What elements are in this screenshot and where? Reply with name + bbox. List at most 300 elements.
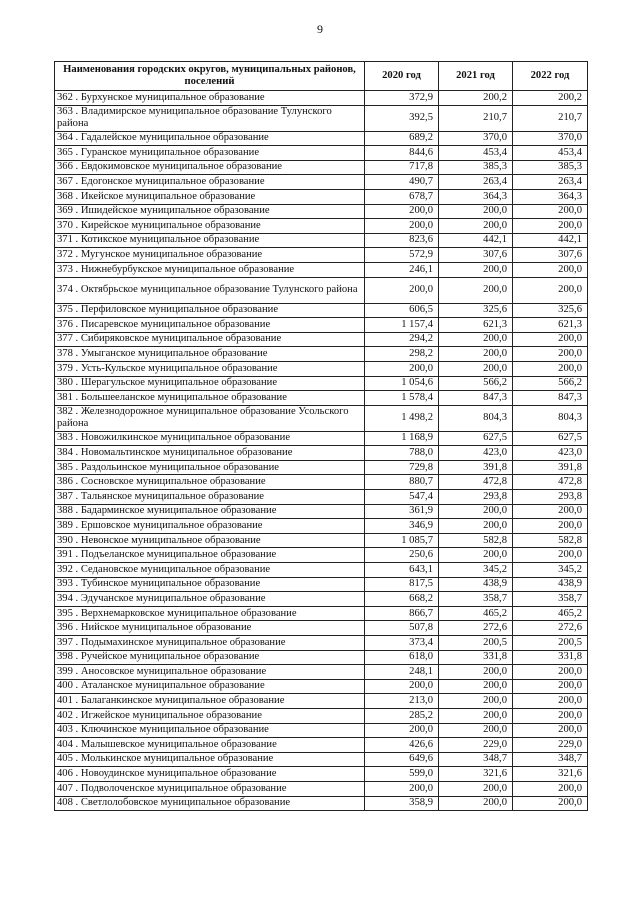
table-row xyxy=(55,262,588,277)
row-number-separator: . xyxy=(72,263,81,275)
value-2020: 844,6 xyxy=(365,146,439,161)
value-2020: 246,1 xyxy=(365,262,439,277)
value-2022: 200,0 xyxy=(513,504,588,519)
value-2022: 358,7 xyxy=(513,592,588,607)
value-2021: 272,6 xyxy=(439,621,513,636)
table-row xyxy=(55,460,588,475)
value-2022: 272,6 xyxy=(513,621,588,636)
value-2021: 621,3 xyxy=(439,318,513,333)
row-name-cell xyxy=(55,621,365,636)
value-2020: 1 168,9 xyxy=(365,431,439,446)
value-2020: 200,0 xyxy=(365,781,439,796)
row-number-separator: . xyxy=(72,505,81,517)
table-row xyxy=(55,592,588,607)
row-name: Мугунское муниципальное образование xyxy=(80,249,263,261)
row-number: 401 xyxy=(57,695,73,707)
row-name-cell xyxy=(55,446,365,461)
value-2020: 294,2 xyxy=(365,332,439,347)
row-number-separator: . xyxy=(72,391,81,403)
table-row xyxy=(55,752,588,767)
row-number-separator: . xyxy=(72,461,81,473)
row-number-separator: . xyxy=(72,680,81,692)
value-2022: 621,3 xyxy=(513,318,588,333)
value-2021: 847,3 xyxy=(439,391,513,406)
row-name-cell xyxy=(55,738,365,753)
value-2022: 200,0 xyxy=(513,665,588,680)
table-body xyxy=(55,91,588,811)
row-name: Невонское муниципальное образование xyxy=(80,534,261,546)
table-row xyxy=(55,248,588,263)
value-2022: 200,0 xyxy=(513,277,588,303)
value-2022: 385,3 xyxy=(513,160,588,175)
row-number: 372 xyxy=(57,249,73,261)
value-2020: 1 498,2 xyxy=(365,405,439,431)
row-name: Эдучанское муниципальное образование xyxy=(80,592,266,604)
value-2021: 200,0 xyxy=(439,781,513,796)
value-2020: 717,8 xyxy=(365,160,439,175)
value-2022: 200,0 xyxy=(513,679,588,694)
row-number: 405 xyxy=(57,753,73,765)
value-2022: 200,0 xyxy=(513,796,588,811)
row-name-cell xyxy=(55,146,365,161)
value-2021: 200,0 xyxy=(439,708,513,723)
row-number-separator: . xyxy=(72,146,81,158)
value-2020: 200,0 xyxy=(365,361,439,376)
table-row xyxy=(55,318,588,333)
value-2020: 200,0 xyxy=(365,204,439,219)
row-number-separator: . xyxy=(72,377,81,389)
value-2020: 200,0 xyxy=(365,219,439,234)
row-number-separator: . xyxy=(72,636,81,648)
row-number: 390 xyxy=(57,534,73,546)
row-number: 389 xyxy=(57,519,73,531)
row-number: 402 xyxy=(57,709,73,721)
row-number: 391 xyxy=(57,549,73,561)
value-2021: 364,3 xyxy=(439,189,513,204)
table-row xyxy=(55,694,588,709)
table-row xyxy=(55,767,588,782)
value-2022: 321,6 xyxy=(513,767,588,782)
table-row xyxy=(55,606,588,621)
row-number-separator: . xyxy=(72,622,81,634)
value-2022: 200,0 xyxy=(513,204,588,219)
table-row xyxy=(55,233,588,248)
row-name: Владимирское муниципальное образование Тулунского района xyxy=(57,105,332,130)
row-name-cell xyxy=(55,460,365,475)
value-2020: 507,8 xyxy=(365,621,439,636)
table-row xyxy=(55,146,588,161)
row-number-separator: . xyxy=(72,592,81,604)
row-name-cell xyxy=(55,189,365,204)
value-2020: 1 054,6 xyxy=(365,376,439,391)
table-row xyxy=(55,679,588,694)
value-2022: 423,0 xyxy=(513,446,588,461)
row-name-cell xyxy=(55,767,365,782)
value-2020: 572,9 xyxy=(365,248,439,263)
value-2020: 358,9 xyxy=(365,796,439,811)
value-2020: 372,9 xyxy=(365,91,439,106)
row-number-separator: . xyxy=(72,709,81,721)
table-row xyxy=(55,796,588,811)
row-name: Аталанское муниципальное образование xyxy=(80,680,265,692)
value-2022: 200,0 xyxy=(513,723,588,738)
table-row xyxy=(55,723,588,738)
row-number-separator: . xyxy=(72,234,81,246)
table-row xyxy=(55,391,588,406)
table-row xyxy=(55,650,588,665)
row-name: Подымахинское муниципальное образование xyxy=(80,636,286,648)
row-number-separator: . xyxy=(72,753,81,765)
row-name-cell xyxy=(55,160,365,175)
row-name: Светлолобовское муниципальное образование xyxy=(80,797,291,809)
row-name: Молькинское муниципальное образование xyxy=(80,753,274,765)
value-2022: 325,6 xyxy=(513,303,588,318)
row-name: Верхнемарковское муниципальное образование xyxy=(80,607,297,619)
table-row xyxy=(55,577,588,592)
value-2021: 453,4 xyxy=(439,146,513,161)
value-2022: 200,5 xyxy=(513,636,588,651)
table-row xyxy=(55,131,588,146)
table-row xyxy=(55,446,588,461)
value-2022: 582,8 xyxy=(513,533,588,548)
value-2022: 293,8 xyxy=(513,490,588,505)
row-number: 363 xyxy=(57,105,73,117)
row-name: Котикское муниципальное образование xyxy=(80,234,260,246)
table-row xyxy=(55,376,588,391)
row-number-separator: . xyxy=(72,348,81,359)
value-2022: 200,0 xyxy=(513,262,588,277)
value-2020: 823,6 xyxy=(365,233,439,248)
row-number: 399 xyxy=(57,665,73,677)
value-2021: 263,4 xyxy=(439,175,513,190)
row-number-separator: . xyxy=(72,519,81,531)
row-name: Игжейское муниципальное образование xyxy=(80,709,262,721)
value-2020: 678,7 xyxy=(365,189,439,204)
value-2021: 345,2 xyxy=(439,563,513,578)
row-name-cell xyxy=(55,636,365,651)
value-2021: 200,0 xyxy=(439,277,513,303)
value-2022: 200,0 xyxy=(513,332,588,347)
row-number: 407 xyxy=(57,782,73,794)
row-name-cell xyxy=(55,504,365,519)
table-row xyxy=(55,533,588,548)
value-2022: 200,0 xyxy=(513,694,588,709)
row-number: 403 xyxy=(57,724,73,736)
value-2022: 442,1 xyxy=(513,233,588,248)
row-number: 374 xyxy=(57,283,73,295)
row-name: Новомальтинское муниципальное образование xyxy=(80,446,293,458)
row-name: Писаревское муниципальное образование xyxy=(80,318,271,330)
row-name-cell xyxy=(55,606,365,621)
row-name-cell xyxy=(55,318,365,333)
row-name: Балаганкинское муниципальное образование xyxy=(80,695,285,707)
row-number: 388 xyxy=(57,505,73,517)
value-2021: 200,0 xyxy=(439,262,513,277)
value-2022: 210,7 xyxy=(513,105,588,131)
value-2020: 200,0 xyxy=(365,277,439,303)
value-2020: 547,4 xyxy=(365,490,439,505)
row-name-cell xyxy=(55,303,365,318)
row-name-cell xyxy=(55,91,365,106)
row-number-separator: . xyxy=(72,405,81,417)
value-2021: 200,0 xyxy=(439,665,513,680)
row-number-separator: . xyxy=(72,490,81,502)
value-2022: 263,4 xyxy=(513,175,588,190)
value-2022: 391,8 xyxy=(513,460,588,475)
value-2022: 200,2 xyxy=(513,91,588,106)
row-name: Ручейское муниципальное образование xyxy=(80,651,260,663)
value-2021: 200,0 xyxy=(439,204,513,219)
table-row xyxy=(55,219,588,234)
table-row xyxy=(55,361,588,376)
value-2020: 689,2 xyxy=(365,131,439,146)
value-2021: 210,7 xyxy=(439,105,513,131)
value-2021: 331,8 xyxy=(439,650,513,665)
value-2021: 200,0 xyxy=(439,723,513,738)
table-row xyxy=(55,563,588,578)
row-name-cell xyxy=(55,431,365,446)
table-row xyxy=(55,548,588,563)
row-number: 377 xyxy=(57,333,73,345)
row-number-separator: . xyxy=(72,534,81,546)
value-2021: 582,8 xyxy=(439,533,513,548)
row-name: Малышевское муниципальное образование xyxy=(80,738,277,750)
row-number-separator: . xyxy=(72,283,81,295)
value-2022: 331,8 xyxy=(513,650,588,665)
row-number: 400 xyxy=(57,680,73,692)
row-number-separator: . xyxy=(72,797,81,809)
value-2021: 200,0 xyxy=(439,504,513,519)
row-number-separator: . xyxy=(72,432,81,444)
value-2021: 200,0 xyxy=(439,347,513,362)
value-2021: 200,0 xyxy=(439,361,513,376)
row-number-separator: . xyxy=(72,205,81,217)
page-number: 9 xyxy=(317,22,323,36)
row-name-cell xyxy=(55,405,365,431)
row-number-separator: . xyxy=(72,190,81,202)
row-name: Ишидейское муниципальное образование xyxy=(80,205,270,217)
table-row xyxy=(55,189,588,204)
value-2022: 200,0 xyxy=(513,781,588,796)
row-name: Тальянское муниципальное образование xyxy=(80,490,265,502)
row-name: Раздольинское муниципальное образование xyxy=(80,461,279,473)
value-2021: 200,0 xyxy=(439,679,513,694)
value-2021: 307,6 xyxy=(439,248,513,263)
value-2022: 847,3 xyxy=(513,391,588,406)
row-number-separator: . xyxy=(72,724,81,736)
row-name-cell xyxy=(55,781,365,796)
row-name-cell xyxy=(55,219,365,234)
value-2021: 200,2 xyxy=(439,91,513,106)
header-name: Наименования городских округов, муниципальных районов, поселений xyxy=(55,62,365,91)
row-name: Сосновское муниципальное образование xyxy=(80,476,266,488)
row-number-separator: . xyxy=(72,161,81,173)
table-row xyxy=(55,490,588,505)
row-number: 406 xyxy=(57,768,73,780)
row-name: Подволоченское муниципальное образование xyxy=(80,782,287,794)
table-row xyxy=(55,347,588,362)
row-number: 382 xyxy=(57,405,73,417)
row-number-separator: . xyxy=(72,304,81,316)
row-number-separator: . xyxy=(72,249,81,261)
row-name: Перфиловское муниципальное образование xyxy=(80,304,279,316)
value-2021: 391,8 xyxy=(439,460,513,475)
value-2021: 370,0 xyxy=(439,131,513,146)
row-number: 376 xyxy=(57,318,73,330)
row-name-cell xyxy=(55,376,365,391)
row-name: Октябрьское муниципальное образование Тулунского района xyxy=(80,283,358,295)
value-2021: 200,5 xyxy=(439,636,513,651)
value-2020: 361,9 xyxy=(365,504,439,519)
value-2020: 298,2 xyxy=(365,347,439,362)
value-2022: 364,3 xyxy=(513,189,588,204)
row-name: Тубинское муниципальное образование xyxy=(80,578,261,590)
row-number-separator: . xyxy=(72,362,81,374)
value-2021: 200,0 xyxy=(439,694,513,709)
table-row xyxy=(55,665,588,680)
row-number: 395 xyxy=(57,607,73,619)
row-number-separator: . xyxy=(72,105,81,117)
value-2022: 307,6 xyxy=(513,248,588,263)
value-2020: 866,7 xyxy=(365,606,439,621)
value-2021: 200,0 xyxy=(439,332,513,347)
row-name: Евдокимовское муниципальное образование xyxy=(80,161,283,173)
value-2020: 1 157,4 xyxy=(365,318,439,333)
value-2022: 348,7 xyxy=(513,752,588,767)
value-2021: 348,7 xyxy=(439,752,513,767)
row-name-cell xyxy=(55,679,365,694)
value-2020: 599,0 xyxy=(365,767,439,782)
row-number: 397 xyxy=(57,636,73,648)
value-2020: 668,2 xyxy=(365,592,439,607)
row-number: 362 xyxy=(57,91,73,103)
row-name-cell xyxy=(55,475,365,490)
table-row xyxy=(55,504,588,519)
value-2020: 200,0 xyxy=(365,679,439,694)
value-2021: 200,0 xyxy=(439,548,513,563)
table-row xyxy=(55,621,588,636)
row-name: Кирейское муниципальное образование xyxy=(80,219,261,231)
row-name-cell xyxy=(55,548,365,563)
value-2021: 423,0 xyxy=(439,446,513,461)
table-row xyxy=(55,781,588,796)
value-2021: 200,0 xyxy=(439,219,513,234)
table-row xyxy=(55,91,588,106)
value-2021: 627,5 xyxy=(439,431,513,446)
value-2021: 200,0 xyxy=(439,796,513,811)
row-number-separator: . xyxy=(72,318,81,330)
value-2022: 465,2 xyxy=(513,606,588,621)
row-name: Аносовское муниципальное образование xyxy=(80,665,267,677)
value-2021: 804,3 xyxy=(439,405,513,431)
row-name-cell xyxy=(55,131,365,146)
row-name-cell xyxy=(55,391,365,406)
row-number: 386 xyxy=(57,476,73,488)
table-row xyxy=(55,204,588,219)
value-2021: 325,6 xyxy=(439,303,513,318)
row-number-separator: . xyxy=(72,91,81,103)
row-name-cell xyxy=(55,592,365,607)
value-2020: 248,1 xyxy=(365,665,439,680)
table-row xyxy=(55,332,588,347)
value-2022: 472,8 xyxy=(513,475,588,490)
row-number: 370 xyxy=(57,219,73,231)
value-2020: 649,6 xyxy=(365,752,439,767)
row-name: Гадалейское муниципальное образование xyxy=(80,132,269,144)
table-row xyxy=(55,160,588,175)
value-2022: 453,4 xyxy=(513,146,588,161)
row-name: Едогонское муниципальное образование xyxy=(80,176,265,188)
table-row xyxy=(55,431,588,446)
value-2020: 618,0 xyxy=(365,650,439,665)
value-2022: 200,0 xyxy=(513,347,588,362)
table-row xyxy=(55,738,588,753)
value-2021: 438,9 xyxy=(439,577,513,592)
header-2021: 2021 год xyxy=(439,62,513,91)
row-number: 373 xyxy=(57,263,73,275)
row-name-cell xyxy=(55,105,365,131)
row-name: Усть-Кульское муниципальное образование xyxy=(80,362,278,374)
row-number: 365 xyxy=(57,146,73,158)
value-2020: 373,4 xyxy=(365,636,439,651)
row-name-cell xyxy=(55,332,365,347)
value-2022: 566,2 xyxy=(513,376,588,391)
row-name: Ключинское муниципальное образование xyxy=(80,724,269,736)
row-name-cell xyxy=(55,665,365,680)
row-name: Сибиряковское муниципальное образование xyxy=(80,333,282,345)
row-number: 385 xyxy=(57,461,73,473)
value-2022: 438,9 xyxy=(513,577,588,592)
value-2021: 465,2 xyxy=(439,606,513,621)
row-number-separator: . xyxy=(72,695,81,707)
row-number: 392 xyxy=(57,563,73,575)
row-number: 379 xyxy=(57,362,73,374)
row-number-separator: . xyxy=(72,738,81,750)
row-number-separator: . xyxy=(72,476,81,488)
row-name-cell xyxy=(55,490,365,505)
row-number: 375 xyxy=(57,304,73,316)
value-2021: 229,0 xyxy=(439,738,513,753)
value-2020: 817,5 xyxy=(365,577,439,592)
row-number-separator: . xyxy=(72,768,81,780)
row-name-cell xyxy=(55,361,365,376)
row-number: 369 xyxy=(57,205,73,217)
allocation-table xyxy=(54,61,588,811)
row-name-cell xyxy=(55,175,365,190)
row-name: Подъеланское муниципальное образование xyxy=(80,549,277,561)
value-2021: 358,7 xyxy=(439,592,513,607)
value-2022: 345,2 xyxy=(513,563,588,578)
row-name: Бурхунское муниципальное образование xyxy=(80,91,265,103)
value-2020: 392,5 xyxy=(365,105,439,131)
row-name-cell xyxy=(55,563,365,578)
row-number-separator: . xyxy=(72,446,81,458)
row-name-cell xyxy=(55,347,365,362)
row-name-cell xyxy=(55,248,365,263)
value-2020: 346,9 xyxy=(365,519,439,534)
row-number-separator: . xyxy=(72,782,81,794)
value-2021: 200,0 xyxy=(439,519,513,534)
value-2022: 200,0 xyxy=(513,219,588,234)
row-name: Икейское муниципальное образование xyxy=(80,190,256,202)
row-number-separator: . xyxy=(72,607,81,619)
row-name: Большееланское муниципальное образование xyxy=(80,391,287,403)
row-name: Умыганское муниципальное образование xyxy=(80,348,268,359)
value-2022: 627,5 xyxy=(513,431,588,446)
row-number: 368 xyxy=(57,190,73,202)
row-name-cell xyxy=(55,723,365,738)
row-number: 404 xyxy=(57,738,73,750)
